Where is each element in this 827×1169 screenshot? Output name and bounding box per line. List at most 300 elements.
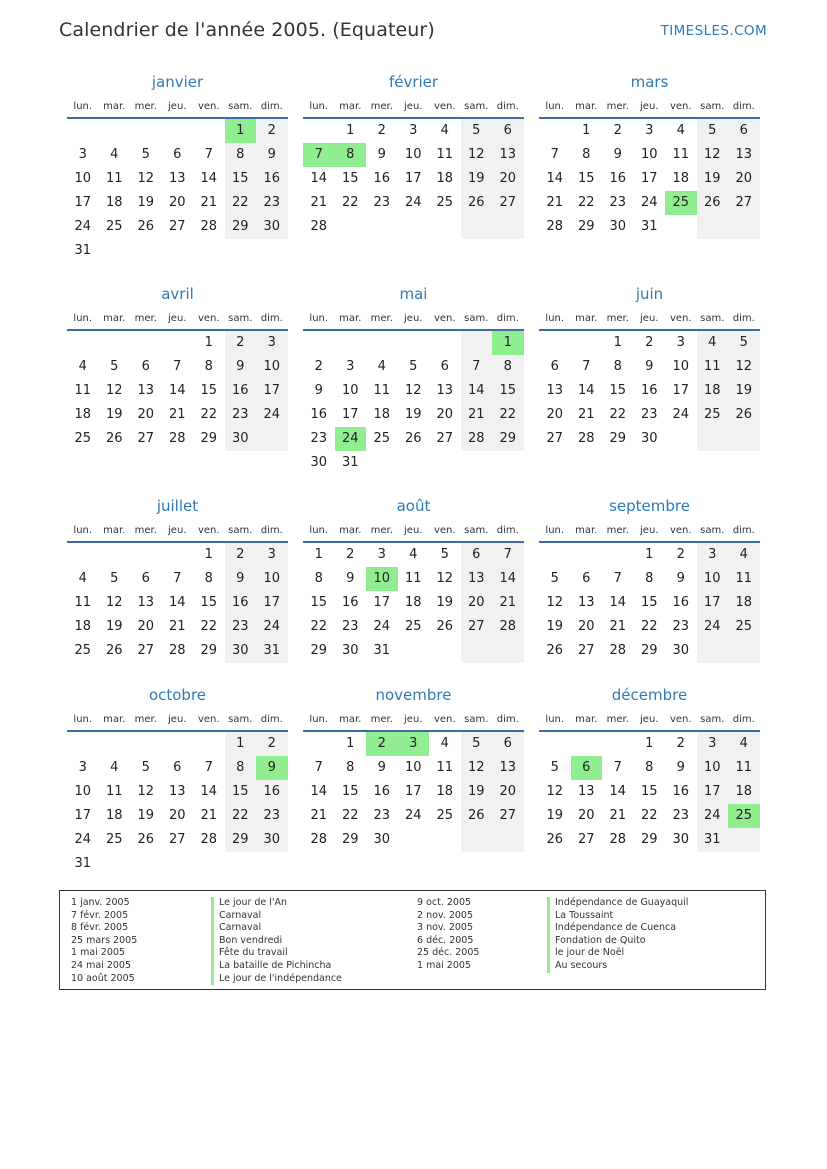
- day-cell: 3: [645, 123, 654, 138]
- day-cell: 20: [137, 619, 155, 634]
- day-cell: 15: [640, 784, 658, 799]
- weekday-header: mer.: [370, 313, 393, 324]
- day-cell: 24: [640, 195, 658, 210]
- day-cell: 25: [74, 431, 92, 446]
- day-cell: 1: [346, 736, 355, 751]
- day-cell: 30: [373, 832, 391, 847]
- day-cell: 14: [310, 784, 328, 799]
- day-cell: 30: [263, 219, 281, 234]
- day-cell: 9: [314, 383, 323, 398]
- day-cell: 27: [137, 431, 155, 446]
- weekday-header: jeu.: [640, 101, 659, 112]
- legend-holiday-name: Bon vendredi: [211, 935, 342, 948]
- day-cell: 15: [231, 171, 249, 186]
- day-cell: 22: [499, 407, 517, 422]
- day-cell: 21: [200, 195, 218, 210]
- day-cell: 27: [499, 195, 517, 210]
- day-cell: 16: [609, 171, 627, 186]
- day-cell: 17: [263, 595, 281, 610]
- day-cell: 22: [341, 808, 359, 823]
- day-cell: 26: [137, 219, 155, 234]
- day-cell: 28: [310, 832, 328, 847]
- day-cell: 5: [110, 571, 119, 586]
- day-cell: 28: [168, 643, 186, 658]
- day-cell: 27: [168, 832, 186, 847]
- weekday-header: sam.: [700, 525, 725, 536]
- day-cell: 9: [676, 760, 685, 775]
- weekday-header: mar.: [575, 313, 598, 324]
- day-cell: 7: [173, 571, 182, 586]
- day-cell: 10: [404, 760, 422, 775]
- day-cell: 15: [200, 383, 218, 398]
- day-cell: 21: [499, 595, 517, 610]
- day-cell: 29: [609, 431, 627, 446]
- day-cell: 6: [173, 760, 182, 775]
- day-cell: 19: [467, 171, 485, 186]
- day-cell: 20: [577, 619, 595, 634]
- day-cell: 15: [341, 171, 359, 186]
- day-cell: 23: [231, 407, 249, 422]
- day-cell: 9: [645, 359, 654, 374]
- holiday-day-cell: 2: [366, 732, 398, 756]
- weekday-header: dim.: [496, 313, 519, 324]
- day-cell: 21: [546, 195, 564, 210]
- day-cell: 16: [640, 383, 658, 398]
- holiday-day-cell: 1: [492, 331, 524, 355]
- weekday-header: lun.: [309, 714, 329, 725]
- day-cell: 21: [168, 407, 186, 422]
- weekday-header: mer.: [370, 714, 393, 725]
- legend-holiday-name: Le jour de l'indépendance: [211, 973, 342, 986]
- day-cell: 29: [200, 431, 218, 446]
- legend-holiday-name: Carnaval: [211, 922, 342, 935]
- day-cell: 5: [141, 147, 150, 162]
- day-cell: 26: [467, 808, 485, 823]
- legend-holiday-name: La Toussaint: [547, 910, 688, 923]
- day-cell: 17: [703, 595, 721, 610]
- weekday-header: dim.: [732, 714, 755, 725]
- day-cell: 4: [440, 123, 449, 138]
- day-cell: 27: [137, 643, 155, 658]
- holiday-day-cell: 7: [303, 143, 335, 167]
- day-cell: 10: [263, 571, 281, 586]
- weekday-header: mer.: [134, 313, 157, 324]
- weekday-header: mar.: [103, 525, 126, 536]
- weekday-header: mar.: [339, 313, 362, 324]
- day-cell: 13: [168, 171, 186, 186]
- weekday-header: ven.: [669, 525, 692, 536]
- day-cell: 26: [703, 195, 721, 210]
- day-cell: 26: [467, 195, 485, 210]
- day-cell: 16: [341, 595, 359, 610]
- month-name: juillet: [156, 497, 199, 515]
- day-cell: 5: [472, 123, 481, 138]
- day-cell: 5: [739, 335, 748, 350]
- day-cell: 10: [341, 383, 359, 398]
- holiday-day-cell: 25: [665, 191, 697, 215]
- weekday-header: dim.: [496, 101, 519, 112]
- day-cell: 31: [703, 832, 721, 847]
- day-cell: 7: [613, 571, 622, 586]
- brand-logo-link[interactable]: TIMESLES.COM: [660, 23, 767, 39]
- day-cell: 29: [577, 219, 595, 234]
- day-cell: 6: [472, 547, 481, 562]
- legend-date: 8 févr. 2005: [71, 922, 129, 934]
- day-cell: 25: [436, 195, 454, 210]
- day-cell: 29: [310, 643, 328, 658]
- weekday-header: ven.: [197, 714, 220, 725]
- day-cell: 24: [404, 195, 422, 210]
- day-cell: 22: [640, 619, 658, 634]
- day-cell: 12: [735, 359, 753, 374]
- day-cell: 13: [137, 383, 155, 398]
- day-cell: 16: [310, 407, 328, 422]
- weekday-header: lun.: [73, 714, 93, 725]
- day-cell: 27: [577, 643, 595, 658]
- day-cell: 20: [735, 171, 753, 186]
- day-cell: 24: [74, 832, 92, 847]
- day-cell: 8: [645, 571, 654, 586]
- day-cell: 26: [546, 643, 564, 658]
- weekday-header: mar.: [339, 525, 362, 536]
- day-cell: 27: [546, 431, 564, 446]
- day-cell: 14: [609, 595, 627, 610]
- day-cell: 18: [672, 171, 690, 186]
- day-cell: 8: [236, 147, 245, 162]
- legend-date: 6 déc. 2005: [417, 934, 474, 946]
- weekday-header: lun.: [545, 313, 565, 324]
- day-cell: 8: [613, 359, 622, 374]
- day-cell: 15: [499, 383, 517, 398]
- legend-holiday-name: Fête du travail: [211, 947, 342, 960]
- day-cell: 30: [609, 219, 627, 234]
- day-cell: 11: [404, 571, 422, 586]
- holiday-day-cell: 8: [335, 143, 367, 167]
- weekday-header: ven.: [433, 714, 456, 725]
- day-cell: 20: [168, 808, 186, 823]
- day-cell: 3: [377, 547, 386, 562]
- day-cell: 23: [373, 808, 391, 823]
- legend-holiday-name: La bataille de Pichincha: [211, 960, 342, 973]
- legend-date: 7 févr. 2005: [71, 909, 129, 921]
- day-cell: 1: [204, 335, 213, 350]
- weekday-header: mar.: [575, 525, 598, 536]
- weekday-header: dim.: [496, 525, 519, 536]
- day-cell: 19: [105, 619, 123, 634]
- day-cell: 21: [200, 808, 218, 823]
- day-cell: 29: [231, 219, 249, 234]
- day-cell: 18: [105, 808, 123, 823]
- month-name: octobre: [148, 686, 207, 704]
- day-cell: 8: [204, 359, 213, 374]
- day-cell: 19: [137, 195, 155, 210]
- day-cell: 9: [377, 147, 386, 162]
- day-cell: 28: [546, 219, 564, 234]
- weekday-header: ven.: [197, 101, 220, 112]
- legend-names-right: [547, 897, 688, 973]
- day-cell: 7: [472, 359, 481, 374]
- day-cell: 1: [346, 123, 355, 138]
- weekday-header: mer.: [370, 101, 393, 112]
- weekday-header: sam.: [464, 525, 489, 536]
- day-cell: 25: [105, 219, 123, 234]
- day-cell: 17: [74, 195, 92, 210]
- day-cell: 11: [436, 147, 454, 162]
- day-cell: 3: [267, 335, 276, 350]
- day-cell: 21: [577, 407, 595, 422]
- day-cell: 8: [503, 359, 512, 374]
- day-cell: 24: [404, 808, 422, 823]
- day-cell: 24: [373, 619, 391, 634]
- day-cell: 23: [310, 431, 328, 446]
- weekday-header: jeu.: [168, 101, 187, 112]
- month-name: janvier: [151, 73, 204, 91]
- day-cell: 7: [550, 147, 559, 162]
- weekday-header: lun.: [545, 525, 565, 536]
- day-cell: 21: [168, 619, 186, 634]
- legend-date: 1 mai 2005: [71, 947, 125, 959]
- day-cell: 30: [672, 643, 690, 658]
- month-name: septembre: [609, 497, 690, 515]
- day-cell: 11: [74, 383, 92, 398]
- day-cell: 29: [341, 832, 359, 847]
- legend-date: 1 janv. 2005: [71, 897, 130, 908]
- day-cell: 16: [672, 595, 690, 610]
- weekday-header: mer.: [134, 101, 157, 112]
- day-cell: 6: [582, 571, 591, 586]
- weekday-header: jeu.: [640, 313, 659, 324]
- day-cell: 25: [703, 407, 721, 422]
- weekday-header: jeu.: [404, 101, 423, 112]
- day-cell: 13: [137, 595, 155, 610]
- day-cell: 12: [404, 383, 422, 398]
- day-cell: 15: [609, 383, 627, 398]
- weekday-header: lun.: [309, 101, 329, 112]
- legend-holiday-name: Fondation de Quito: [547, 935, 688, 948]
- day-cell: 22: [577, 195, 595, 210]
- day-cell: 30: [231, 431, 249, 446]
- legend-holiday-name: Indépendance de Cuenca: [547, 922, 688, 935]
- day-cell: 2: [236, 335, 245, 350]
- weekday-header: mar.: [103, 313, 126, 324]
- day-cell: 5: [550, 571, 559, 586]
- legend-date: 3 nov. 2005: [417, 922, 473, 934]
- day-cell: 6: [550, 359, 559, 374]
- day-cell: 20: [436, 407, 454, 422]
- day-cell: 2: [346, 547, 355, 562]
- day-cell: 5: [472, 736, 481, 751]
- day-cell: 30: [263, 832, 281, 847]
- day-cell: 31: [74, 856, 92, 871]
- weekday-header: dim.: [732, 525, 755, 536]
- day-cell: 13: [546, 383, 564, 398]
- day-cell: 26: [735, 407, 753, 422]
- day-cell: 14: [609, 784, 627, 799]
- day-cell: 15: [640, 595, 658, 610]
- day-cell: 18: [105, 195, 123, 210]
- day-cell: 8: [314, 571, 323, 586]
- day-cell: 21: [609, 619, 627, 634]
- day-cell: 4: [78, 571, 87, 586]
- day-cell: 17: [703, 784, 721, 799]
- page-title: Calendrier de l'année 2005. (Equateur): [59, 19, 435, 41]
- weekday-header: ven.: [669, 714, 692, 725]
- day-cell: 18: [703, 383, 721, 398]
- day-cell: 26: [436, 619, 454, 634]
- day-cell: 12: [467, 147, 485, 162]
- day-cell: 2: [613, 123, 622, 138]
- holiday-day-cell: 9: [256, 756, 288, 780]
- weekday-header: ven.: [669, 313, 692, 324]
- day-cell: 4: [377, 359, 386, 374]
- day-cell: 19: [436, 595, 454, 610]
- day-cell: 19: [703, 171, 721, 186]
- weekday-header: sam.: [228, 313, 253, 324]
- day-cell: 24: [74, 219, 92, 234]
- day-cell: 26: [546, 832, 564, 847]
- day-cell: 13: [467, 571, 485, 586]
- day-cell: 11: [703, 359, 721, 374]
- day-cell: 15: [231, 784, 249, 799]
- day-cell: 8: [204, 571, 213, 586]
- day-cell: 3: [676, 335, 685, 350]
- day-cell: 26: [404, 431, 422, 446]
- day-cell: 12: [467, 760, 485, 775]
- holiday-day-cell: 10: [366, 567, 398, 591]
- legend-holiday-name: Carnaval: [211, 910, 342, 923]
- day-cell: 25: [74, 643, 92, 658]
- day-cell: 22: [200, 407, 218, 422]
- day-cell: 18: [735, 784, 753, 799]
- day-cell: 4: [739, 736, 748, 751]
- holiday-day-cell: 1: [225, 119, 257, 143]
- day-cell: 4: [110, 147, 119, 162]
- day-cell: 30: [672, 832, 690, 847]
- day-cell: 3: [78, 760, 87, 775]
- weekday-header: ven.: [197, 525, 220, 536]
- day-cell: 1: [314, 547, 323, 562]
- day-cell: 27: [467, 619, 485, 634]
- day-cell: 10: [74, 171, 92, 186]
- day-cell: 9: [613, 147, 622, 162]
- day-cell: 13: [168, 784, 186, 799]
- weekday-header: lun.: [309, 525, 329, 536]
- weekday-header: ven.: [669, 101, 692, 112]
- day-cell: 24: [672, 407, 690, 422]
- day-cell: 18: [735, 595, 753, 610]
- day-cell: 21: [467, 407, 485, 422]
- day-cell: 3: [78, 147, 87, 162]
- weekday-header: lun.: [73, 101, 93, 112]
- day-cell: 29: [640, 643, 658, 658]
- holiday-day-cell: 25: [728, 804, 760, 828]
- weekday-header: jeu.: [404, 313, 423, 324]
- day-cell: 20: [137, 407, 155, 422]
- day-cell: 8: [645, 760, 654, 775]
- day-cell: 13: [436, 383, 454, 398]
- day-cell: 4: [440, 736, 449, 751]
- day-cell: 22: [200, 619, 218, 634]
- day-cell: 12: [105, 383, 123, 398]
- day-cell: 20: [577, 808, 595, 823]
- day-cell: 22: [231, 808, 249, 823]
- day-cell: 28: [200, 832, 218, 847]
- day-cell: 8: [346, 760, 355, 775]
- weekday-header: dim.: [260, 101, 283, 112]
- day-cell: 27: [499, 808, 517, 823]
- day-cell: 8: [236, 760, 245, 775]
- day-cell: 24: [703, 619, 721, 634]
- day-cell: 10: [263, 359, 281, 374]
- day-cell: 13: [499, 760, 517, 775]
- day-cell: 7: [173, 359, 182, 374]
- weekday-header: lun.: [309, 313, 329, 324]
- weekday-header: mar.: [339, 101, 362, 112]
- day-cell: 14: [577, 383, 595, 398]
- day-cell: 17: [341, 407, 359, 422]
- day-cell: 4: [676, 123, 685, 138]
- day-cell: 25: [735, 619, 753, 634]
- weekday-header: dim.: [496, 714, 519, 725]
- day-cell: 8: [582, 147, 591, 162]
- day-cell: 10: [640, 147, 658, 162]
- day-cell: 20: [546, 407, 564, 422]
- day-cell: 28: [499, 619, 517, 634]
- day-cell: 3: [708, 547, 717, 562]
- legend-date: 10 août 2005: [71, 972, 135, 984]
- day-cell: 30: [231, 643, 249, 658]
- day-cell: 7: [204, 760, 213, 775]
- holiday-day-cell: 3: [398, 732, 430, 756]
- day-cell: 5: [440, 547, 449, 562]
- day-cell: 4: [78, 359, 87, 374]
- day-cell: 23: [263, 195, 281, 210]
- day-cell: 26: [105, 643, 123, 658]
- weekday-header: mar.: [575, 101, 598, 112]
- day-cell: 17: [404, 784, 422, 799]
- day-cell: 16: [231, 383, 249, 398]
- day-cell: 17: [373, 595, 391, 610]
- month-name: mai: [399, 285, 428, 303]
- day-cell: 15: [200, 595, 218, 610]
- weekday-header: jeu.: [168, 525, 187, 536]
- day-cell: 23: [341, 619, 359, 634]
- weekday-header: lun.: [73, 313, 93, 324]
- legend-date: 24 mai 2005: [71, 959, 132, 971]
- weekday-header: jeu.: [168, 313, 187, 324]
- day-cell: 11: [436, 760, 454, 775]
- weekday-header: jeu.: [404, 714, 423, 725]
- day-cell: 11: [735, 760, 753, 775]
- legend-names-left: [211, 897, 342, 985]
- day-cell: 22: [640, 808, 658, 823]
- legend-date: 9 oct. 2005: [417, 897, 472, 908]
- day-cell: 11: [74, 595, 92, 610]
- legend-date: 1 mai 2005: [417, 959, 471, 971]
- day-cell: 3: [708, 736, 717, 751]
- day-cell: 27: [436, 431, 454, 446]
- month-name: août: [396, 497, 431, 515]
- day-cell: 23: [640, 407, 658, 422]
- day-cell: 30: [341, 643, 359, 658]
- day-cell: 2: [314, 359, 323, 374]
- day-cell: 31: [263, 643, 281, 658]
- day-cell: 23: [672, 619, 690, 634]
- day-cell: 25: [105, 832, 123, 847]
- day-cell: 1: [645, 736, 654, 751]
- day-cell: 30: [310, 455, 328, 470]
- day-cell: 28: [609, 832, 627, 847]
